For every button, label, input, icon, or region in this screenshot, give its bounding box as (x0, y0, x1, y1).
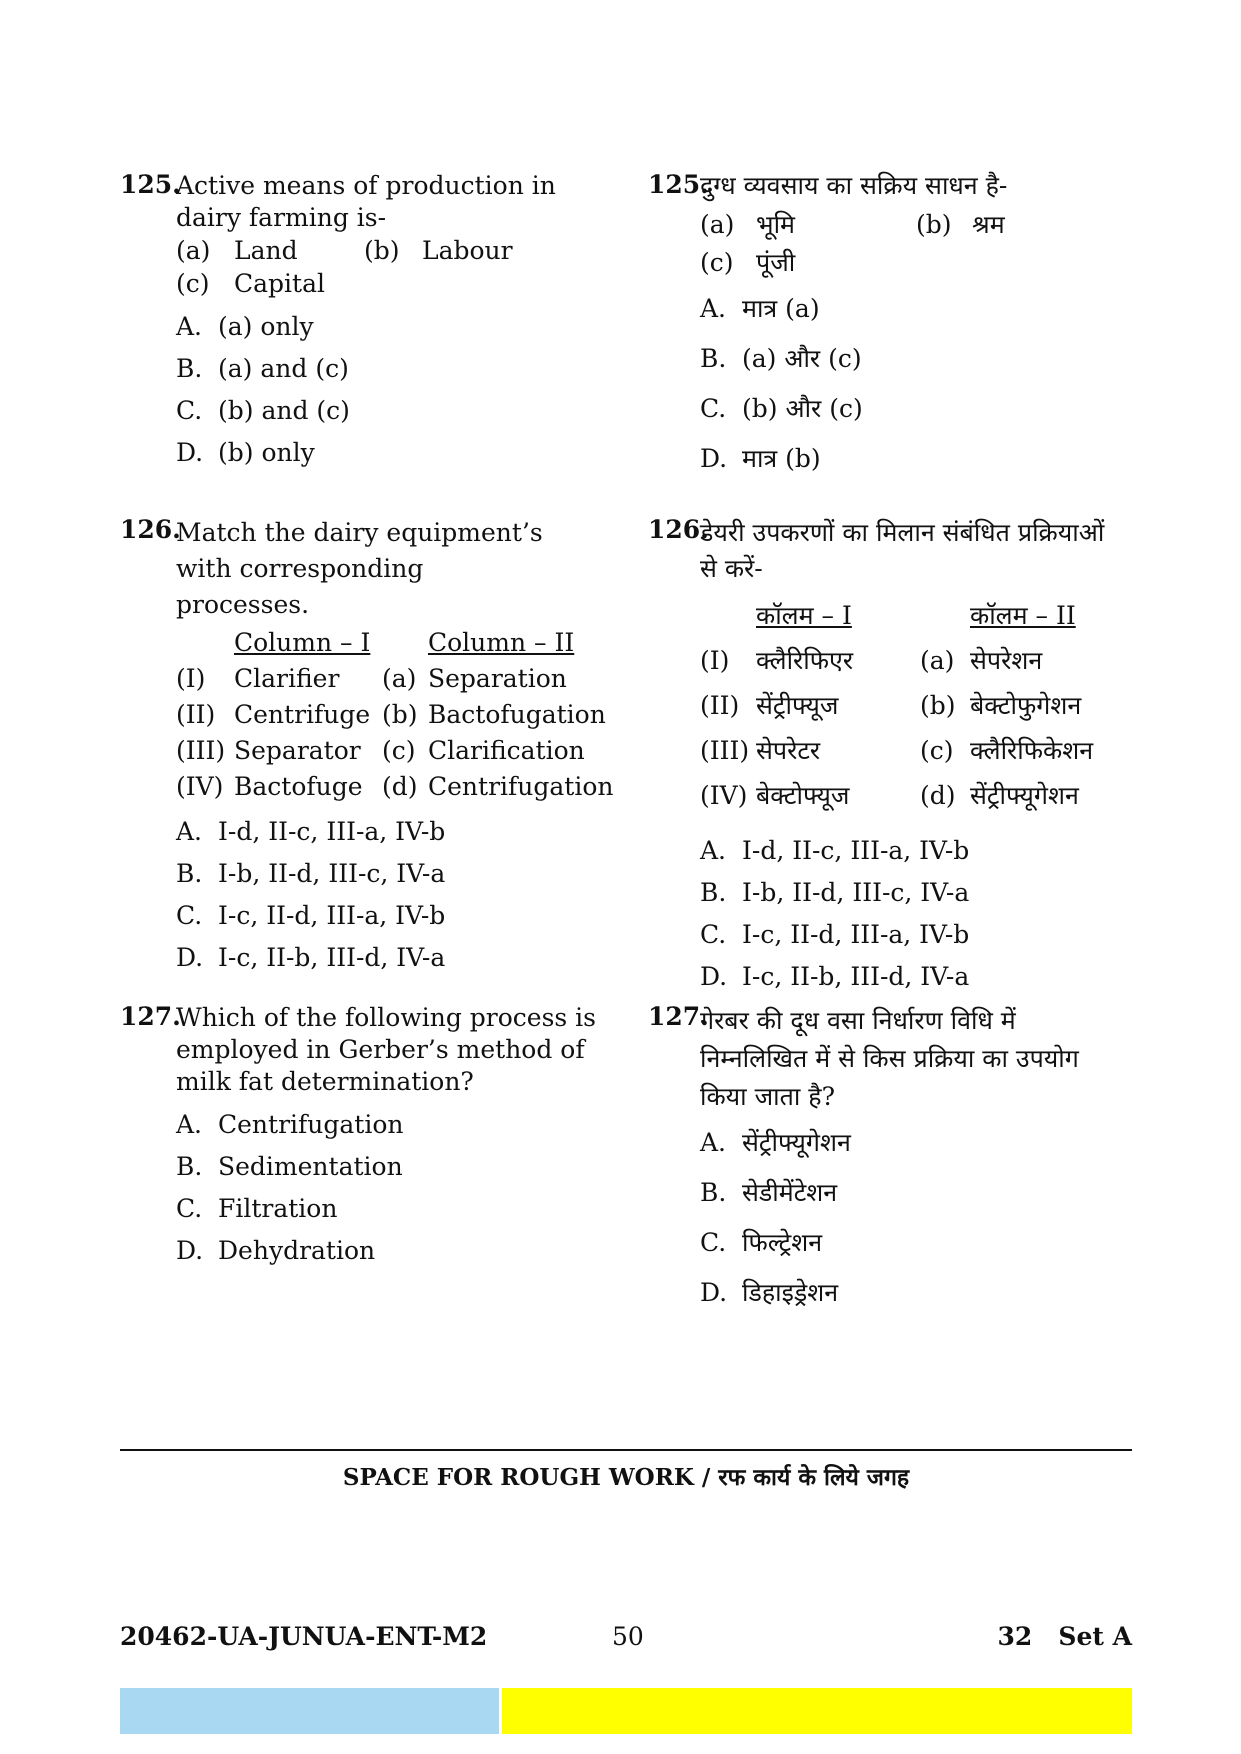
answer-choices (700, 294, 1128, 474)
answer-choice: C. I-c, II-d, III-a, IV-b (176, 901, 446, 930)
answer-choice: D. डिहाइड्रेशन (700, 1278, 839, 1307)
question-125-hi (648, 170, 1128, 494)
answer-choice: A. I-d, II-c, III-a, IV-b (176, 817, 446, 846)
question-text: डेयरी उपकरणों का मिलान संबंधित प्रक्रियाओं से करें- (700, 518, 1105, 583)
divider-rule (120, 1449, 1132, 1451)
answer-choice: B. सेडीमेंटेशन (700, 1178, 838, 1207)
paper-code: 20462-UA-JUNUA-ENT-M2 (120, 1622, 488, 1651)
match-table: Column – I Column – II (I) Clarifier (a) Separation (II) Centrifuge (b) Bactofugation (III) Separator (c) Clarification (IV) Bactofuge (d) Centrifugation (176, 625, 620, 805)
answer-choice: C. (b) और (c) (700, 394, 863, 423)
answer-choice: B. Sedimentation (176, 1152, 403, 1181)
column-2-header: Column – II (428, 628, 575, 657)
option-label: (c) (176, 269, 210, 298)
column-1-header: Column – I (234, 628, 371, 657)
option-text: Capital (234, 269, 325, 298)
answer-choice: D. I-c, II-b, III-d, IV-a (176, 943, 446, 972)
answer-choice: C. (b) and (c) (176, 396, 350, 425)
column-2-header: कॉलम – II (970, 601, 1076, 630)
rough-work-label: SPACE FOR ROUGH WORK / रफ कार्य के लिये जगह (342, 1464, 910, 1491)
question-127-en (120, 1002, 620, 1278)
question-125-en (120, 170, 620, 480)
question-number: 126. (648, 515, 709, 544)
answer-choice: C. Filtration (176, 1194, 338, 1223)
option-label: (a) (700, 210, 735, 239)
answer-choice: D. Dehydration (176, 1236, 376, 1265)
answer-choices (700, 1128, 1128, 1308)
question-text: Active means of production in dairy farming is- (176, 171, 556, 232)
option-text: Labour (422, 236, 513, 265)
answer-choice: A. मात्र (a) (700, 294, 820, 323)
answer-choice: A. I-d, II-c, III-a, IV-b (700, 836, 970, 865)
answer-choice: A. सेंट्रीफ्यूगेशन (700, 1128, 851, 1157)
answer-choices (176, 312, 620, 468)
question-number: 125. (648, 170, 709, 199)
question-127-hi (648, 1002, 1128, 1328)
option-text: पूंजी (756, 248, 796, 277)
question-text: दुग्ध व्यवसाय का सक्रिय साधन है- (700, 171, 1008, 200)
question-126-hi (648, 515, 1128, 1004)
answer-choice: A. (a) only (176, 312, 314, 341)
question-126-en (120, 515, 620, 985)
options-list (176, 234, 620, 300)
match-table: कॉलम – I कॉलम – II (I) क्लैरिफिएर (a) सेपरेशन (II) सेंट्रीफ्यूज (b) बेक्टोफुगेशन (III) सेपरेटर (c) क्लैरिफिकेशन (IV) बेक्टोफ्यूज (d) सेंट्रीफ्यूगेशन (700, 593, 1128, 818)
options-list (700, 206, 1128, 282)
question-number: 126. (120, 515, 181, 544)
option-text: भूमि (756, 210, 796, 239)
answer-choice: D. (b) only (176, 438, 315, 467)
question-text: Which of the following process is employed in Gerber’s method of milk fat determination? (176, 1003, 597, 1096)
option-label: (b) (916, 210, 952, 239)
answer-choice: C. I-c, II-d, III-a, IV-b (700, 920, 970, 949)
color-bar-yellow (502, 1688, 1132, 1734)
answer-choice: B. (a) and (c) (176, 354, 349, 383)
answer-choice: B. I-b, II-d, III-c, IV-a (176, 859, 446, 888)
question-number: 127. (648, 1002, 709, 1031)
page-footer (120, 1622, 1132, 1652)
set-label: 32 Set A (997, 1622, 1132, 1651)
page-number: 50 (612, 1622, 644, 1651)
column-1-header: कॉलम – I (756, 601, 852, 630)
answer-choices (176, 817, 620, 973)
answer-choices (176, 1110, 620, 1266)
question-text: Match the dairy equipment’s with corresponding processes. (176, 518, 543, 619)
answer-choice: D. मात्र (b) (700, 444, 821, 473)
answer-choices (700, 836, 1128, 992)
color-bar-blue (120, 1688, 499, 1734)
answer-choice: B. (a) और (c) (700, 344, 862, 373)
answer-choice: C. फिल्ट्रेशन (700, 1228, 823, 1257)
question-text: गेरबर की दूध वसा निर्धारण विधि में निम्नलिखित में से किस प्रक्रिया का उपयोग किया जाता है? (700, 1006, 1079, 1111)
option-text: Land (234, 236, 298, 265)
question-number: 127. (120, 1002, 181, 1031)
option-label: (c) (700, 248, 734, 277)
option-label: (a) (176, 236, 211, 265)
answer-choice: A. Centrifugation (176, 1110, 404, 1139)
question-number: 125. (120, 170, 181, 199)
option-text: श्रम (972, 210, 1005, 239)
answer-choice: B. I-b, II-d, III-c, IV-a (700, 878, 970, 907)
answer-choice: D. I-c, II-b, III-d, IV-a (700, 962, 970, 991)
option-label: (b) (364, 236, 400, 265)
